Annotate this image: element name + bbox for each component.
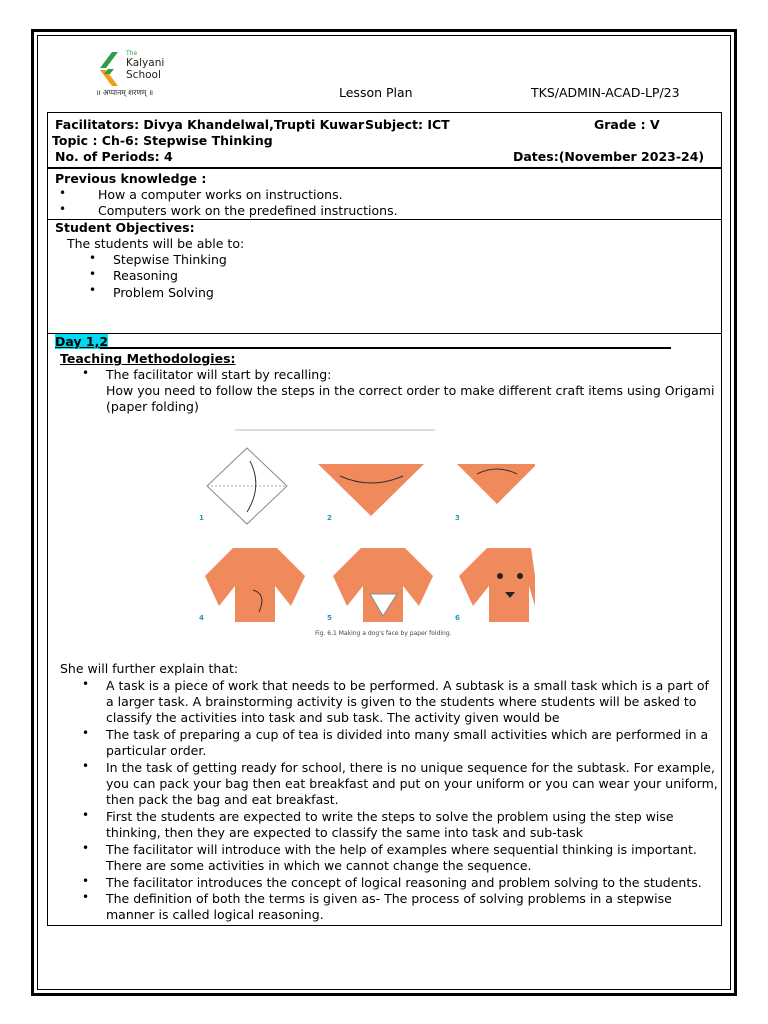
document-code: TKS/ADMIN-ACAD-LP/23 — [531, 85, 680, 100]
objective-item: Stepwise Thinking — [113, 252, 227, 267]
explain-point: The facilitator introduces the concept of logical reasoning and problem solving to the students. — [106, 875, 702, 890]
bullet-icon: • — [82, 808, 90, 822]
bullet-icon: • — [59, 202, 67, 216]
step-number: 1 — [199, 514, 204, 522]
figure-caption: Fig. 6.1 Making a dog's face by paper folding. — [315, 630, 452, 637]
step-number: 2 — [327, 514, 332, 522]
bullet-icon: • — [59, 186, 67, 200]
subject-label: Subject: ICT — [365, 117, 450, 132]
step-number: 6 — [455, 614, 460, 622]
explain-point: The facilitator will introduce with the help of examples where sequential thinking is important. There are some activities in which we cannot change the sequence. — [106, 842, 697, 874]
bullet-icon: • — [82, 874, 90, 888]
objectives-intro: The students will be able to: — [67, 236, 245, 251]
explain-point: The definition of both the terms is given as- The process of solving problems in a stepwise manner is called logical reasoning. — [106, 891, 672, 923]
explain-point: In the task of getting ready for school, there is no unique sequence for the subtask. For example, you can pack your bag then eat breakfast and put on your uniform or you can wear your uniform, then pack the bag and eat breakfast. — [106, 760, 718, 808]
bullet-icon: • — [82, 841, 90, 855]
objective-item: Problem Solving — [113, 285, 214, 300]
bullet-icon: • — [82, 366, 90, 380]
origami-dog-illustration — [195, 426, 535, 646]
facilitators-label: Facilitators: Divya Khandelwal,Trupti Kuwar — [55, 117, 365, 132]
objective-item: Reasoning — [113, 268, 178, 283]
bullet-icon: • — [89, 251, 97, 265]
bullet-icon: • — [89, 267, 97, 281]
explain-point: A task is a piece of work that needs to be performed. A subtask is a small task which is a part of a larger task. A brainstorming activity is given to the students where students will be asked to classify the activities into task and sub task. The activity given would be — [106, 678, 709, 726]
day-label: Day 1,2 — [55, 334, 109, 349]
divider-objectives — [47, 333, 722, 334]
logo-kalyani-text: Kalyani — [126, 57, 165, 69]
bullet-icon: • — [82, 677, 90, 691]
logo-the-text: The — [126, 50, 138, 57]
step-number: 3 — [455, 514, 460, 522]
document-title: Lesson Plan — [339, 85, 413, 100]
day-underline — [100, 347, 671, 349]
origami-figure — [195, 426, 535, 646]
explain-point: First the students are expected to write the steps to solve the problem using the step wise thinking, then they are expected to classify the same into task and sub-task — [106, 809, 674, 841]
step-number: 5 — [327, 614, 332, 622]
bullet-icon: • — [82, 726, 90, 740]
objectives-heading: Student Objectives: — [55, 220, 195, 235]
bullet-icon: • — [82, 890, 90, 904]
grade-label: Grade : V — [594, 117, 660, 132]
logo-school-text: School — [126, 69, 161, 81]
methodologies-heading: Teaching Methodologies: — [60, 351, 236, 366]
kalyani-logo-icon — [98, 52, 122, 92]
explain-point: The task of preparing a cup of tea is divided into many small activities which are performed in a particular order. — [106, 727, 709, 759]
school-logo — [98, 48, 178, 100]
step-number: 4 — [199, 614, 204, 622]
recall-bullet: The facilitator will start by recalling: — [106, 367, 332, 382]
previous-knowledge-item: Computers work on the predefined instructions. — [98, 203, 398, 218]
dates-label: Dates:(November 2023-24) — [513, 149, 705, 164]
explain-intro: She will further explain that: — [60, 661, 239, 676]
bullet-icon: • — [89, 283, 97, 297]
topic-label: Topic : Ch-6: Stepwise Thinking — [52, 133, 273, 148]
previous-knowledge-heading: Previous knowledge : — [55, 171, 207, 186]
bullet-icon: • — [82, 759, 90, 773]
logo-tagline: ॥ अप्पानम् शरणम् ॥ — [96, 88, 154, 97]
previous-knowledge-item: How a computer works on instructions. — [98, 187, 343, 202]
recall-text: How you need to follow the steps in the correct order to make different craft items using Origami (paper folding) — [106, 383, 715, 415]
periods-label: No. of Periods: 4 — [55, 149, 173, 164]
